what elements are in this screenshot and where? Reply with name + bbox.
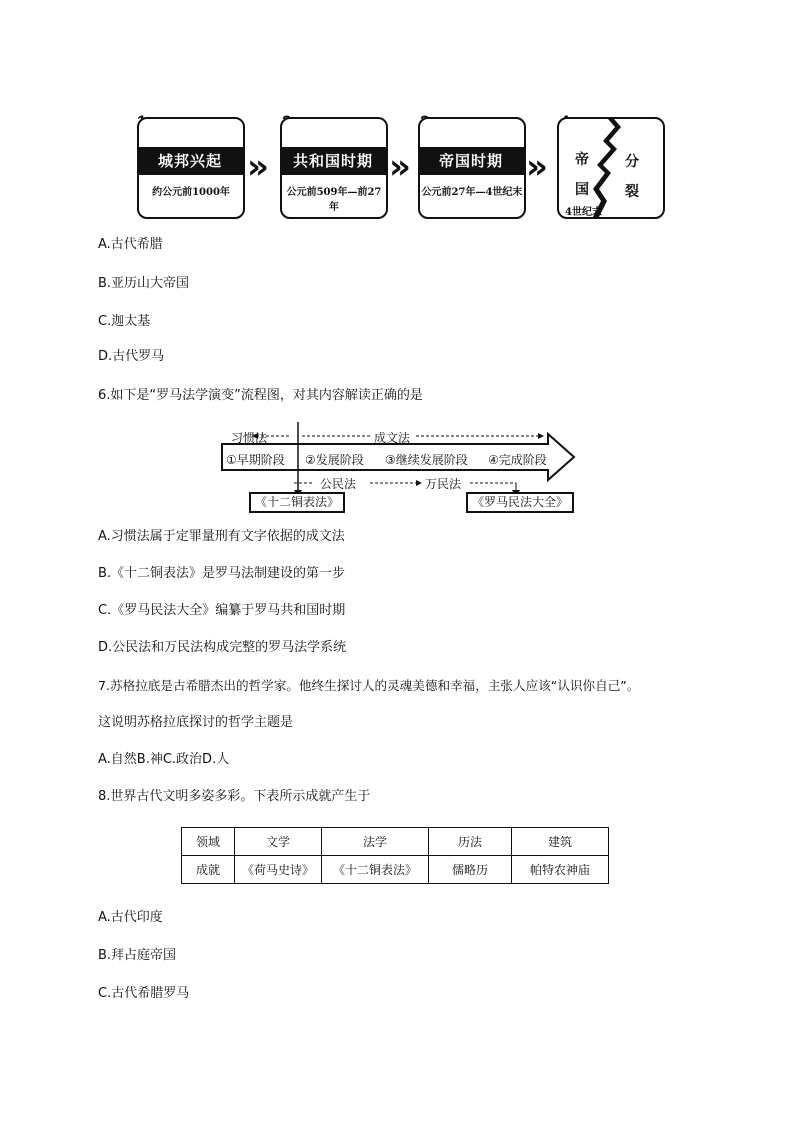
chevron-icon: » [526,147,548,187]
q6-option-c: C.《罗马民法大全》编纂于罗马共和国时期 [98,603,346,618]
q6-option-b: B.《十二铜表法》是罗马法制建设的第一步 [98,566,346,581]
stage-title-1: 城邦兴起 [137,147,243,175]
table-cell: 儒略历 [429,856,512,884]
table-row [182,856,609,884]
chevron-icon: » [389,147,411,187]
stage-date-3: 公元前27年—4世纪末 [421,187,523,198]
table-cell: 建筑 [512,828,609,856]
stage-box-3 [418,117,526,219]
stage-box-1 [137,117,245,219]
written-law-label: 成文法 [374,431,411,445]
q7-stem-line-2: 这说明苏格拉底探讨的哲学主题是 [98,715,294,730]
split-char-right-1: 分 [625,154,639,170]
stage-box-2 [280,117,388,219]
stage-label-4: ④完成阶段 [488,453,547,467]
stage-box-4 [557,117,665,219]
stage-label-3: ③继续发展阶段 [385,453,468,467]
table-cell: 文学 [235,828,322,856]
q5-option-c: C.迦太基 [98,314,151,329]
achievements-table [181,827,609,884]
q6-option-d: D.公民法和万民法构成完整的罗马法学系统 [98,640,347,655]
q8-stem: 8.世界古代文明多姿多彩。下表所示成就产生于 [98,789,371,804]
table-cell: 领域 [182,828,235,856]
table-cell: 《荷马史诗》 [235,856,322,884]
table-row [182,828,609,856]
table-cell: 法学 [322,828,429,856]
q6-option-a: A.习惯法属于定罪量刑有文字依据的成文法 [98,529,345,544]
customary-law-label: 习惯法 [231,431,268,445]
split-char-right-2: 裂 [625,184,639,200]
law-of-nations-label: 万民法 [425,477,462,491]
stage-title-2: 共和国时期 [280,147,386,175]
stage-label-1: ①早期阶段 [226,453,285,467]
q5-option-a: A.古代希腊 [98,237,163,252]
corpus-juris-box: 《罗马民法大全》 [466,492,574,513]
q8-option-c: C.古代希腊罗马 [98,986,190,1001]
table-cell: 历法 [429,828,512,856]
stage-label-2: ②发展阶段 [305,453,364,467]
stage-date-4: 4世纪末 [565,207,602,218]
twelve-tables-box: 《十二铜表法》 [249,492,345,513]
q5-option-d: D.古代罗马 [98,349,165,364]
table-cell: 帕特农神庙 [512,856,609,884]
q5-option-b: B.亚历山大帝国 [98,276,190,291]
q7-stem-line-1: 7.苏格拉底是古希腊杰出的哲学家。他终生探讨人的灵魂美德和幸福，主张人应该“认识你自己”。 [98,678,640,693]
stage-date-1: 约公元前1000年 [152,187,230,198]
chevron-icon: » [247,147,269,187]
q8-option-b: B.拜占庭帝国 [98,948,177,963]
stage-date-2: 公元前509年—前27年 [286,187,382,213]
split-char-left-1: 帝 [575,152,589,168]
civil-law-label: 公民法 [320,477,357,491]
table-cell: 成就 [182,856,235,884]
q8-option-a: A.古代印度 [98,910,163,925]
table-cell: 《十二铜表法》 [322,856,429,884]
split-char-left-2: 国 [575,182,589,198]
q7-options: A.自然B.神C.政治D.人 [98,752,230,767]
q6-stem: 6.如下是“罗马法学演变”流程图，对其内容解读正确的是 [98,388,423,403]
stage-title-3: 帝国时期 [418,147,524,175]
